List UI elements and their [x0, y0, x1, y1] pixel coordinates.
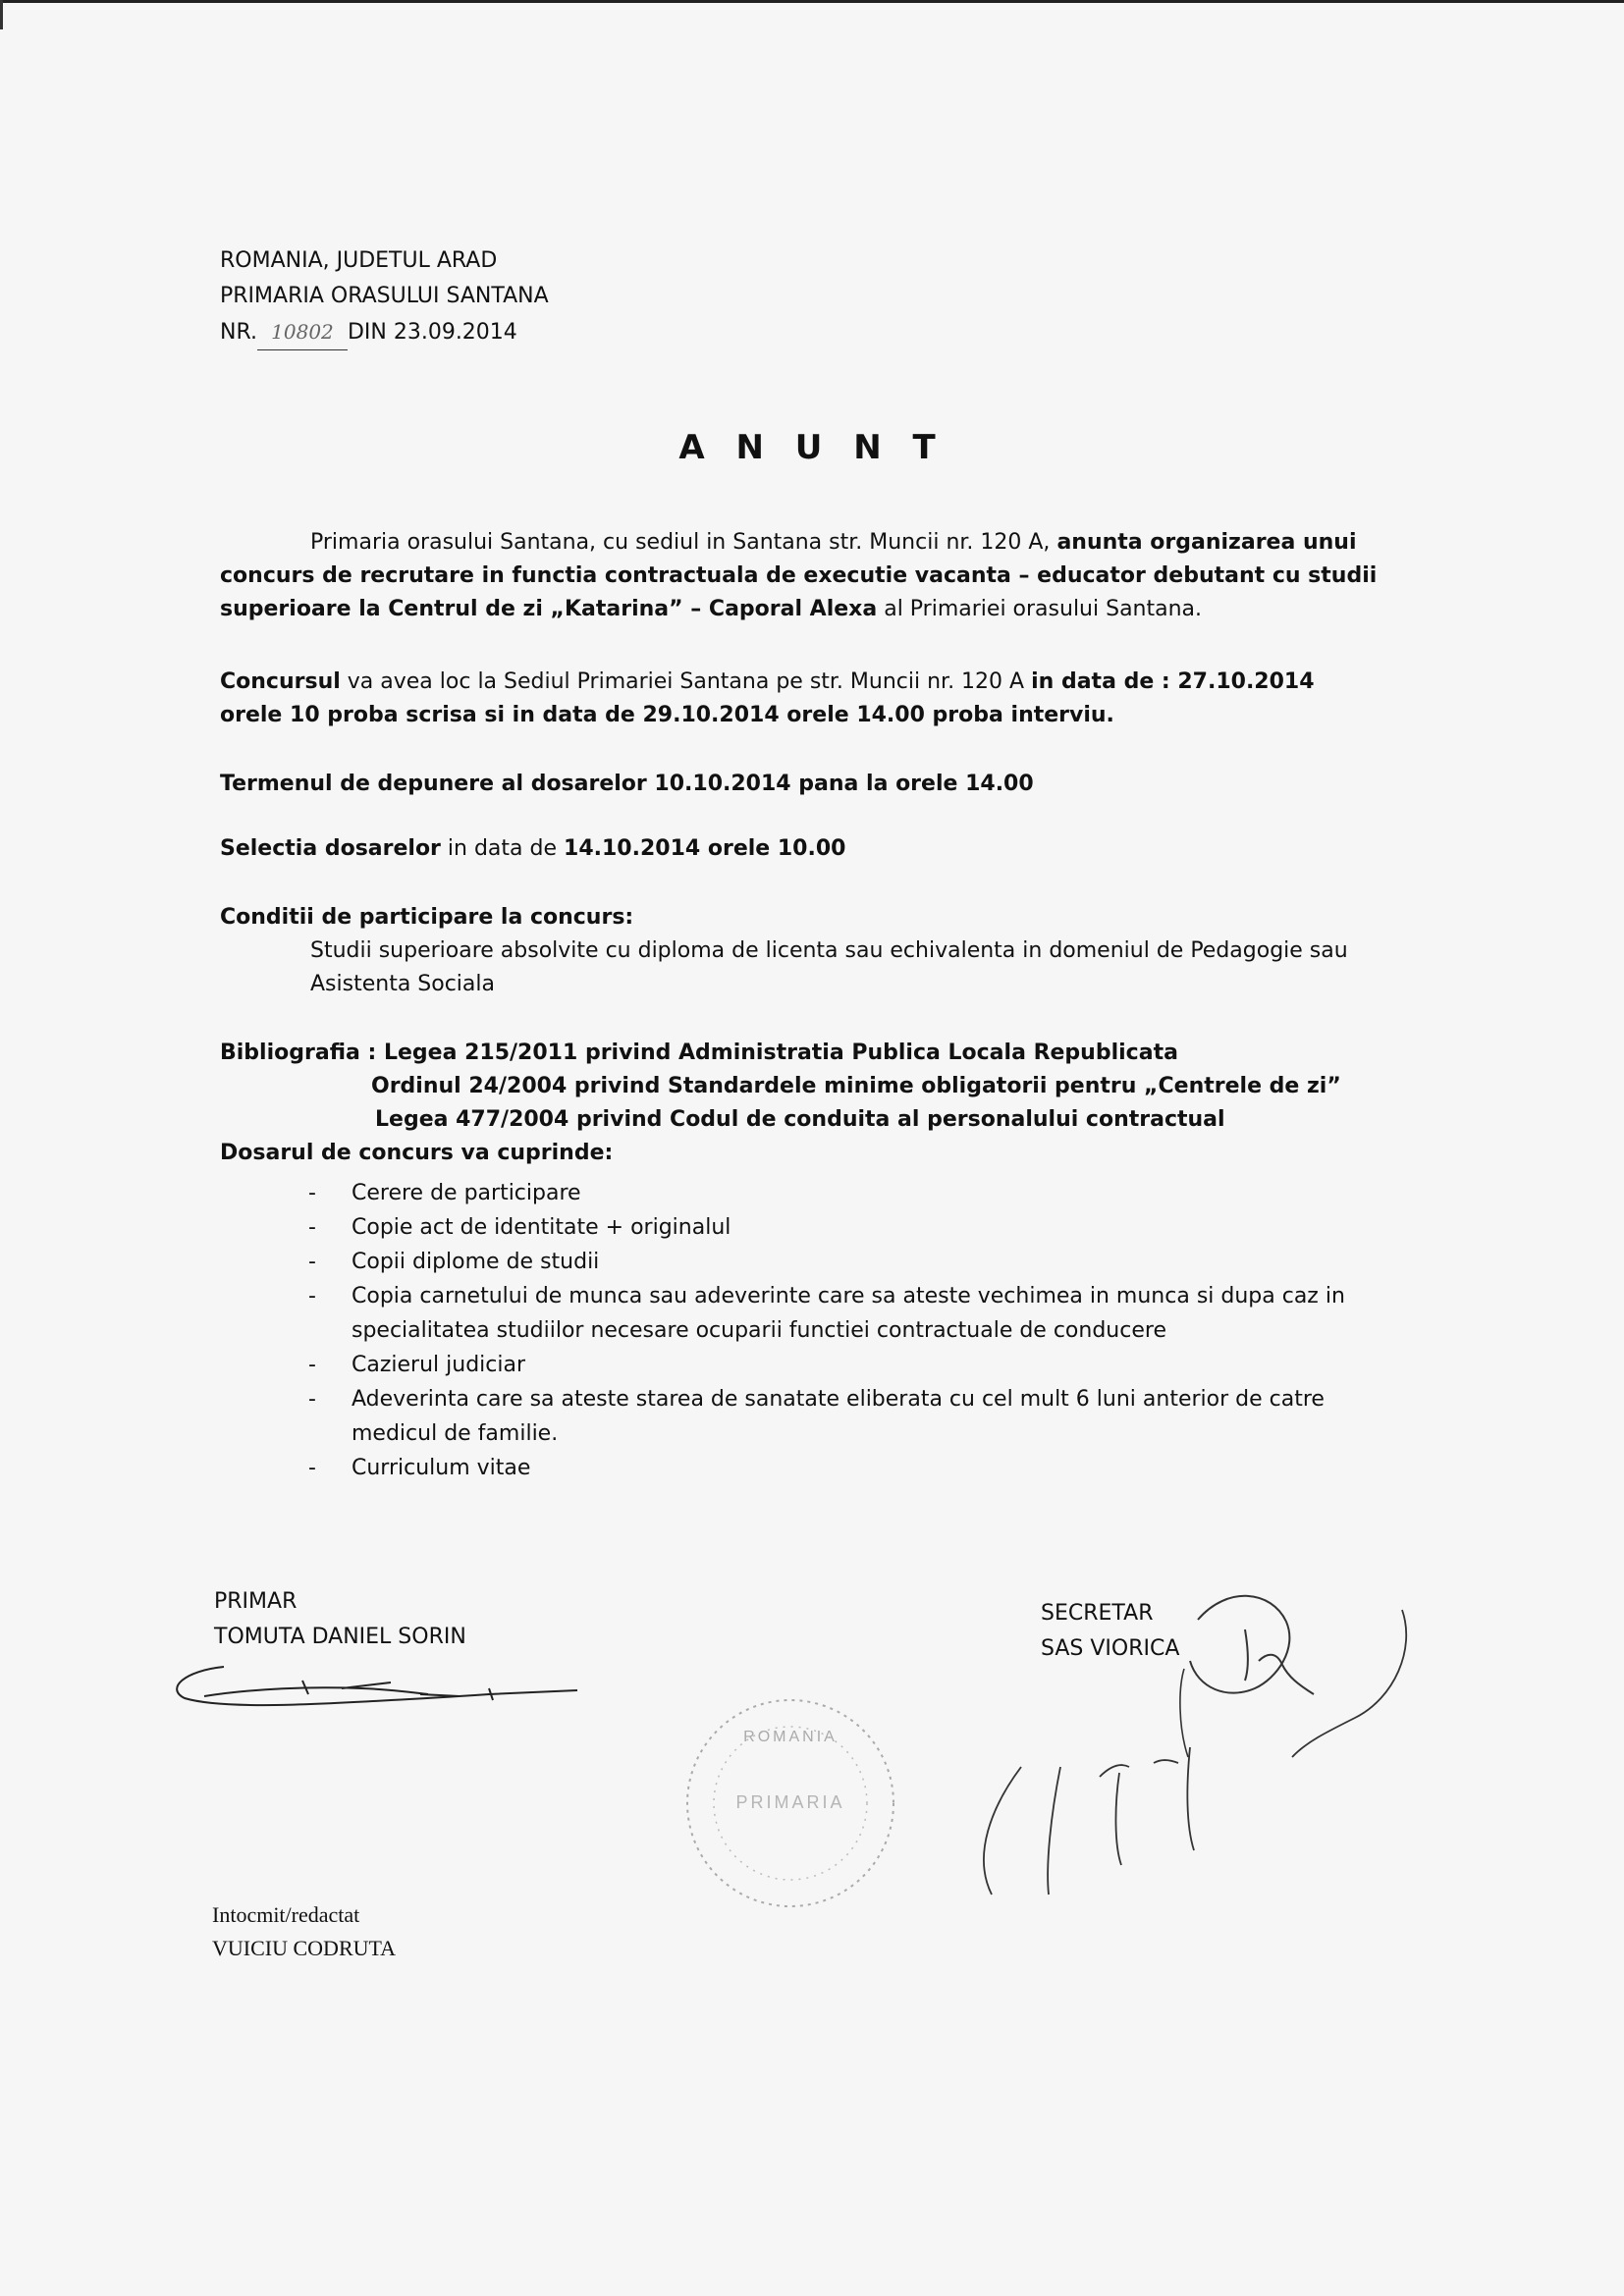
bibliografia-item: Legea 477/2004 privind Codul de conduita al personalului contractual	[375, 1107, 1225, 1132]
intro-paragraph	[220, 526, 1379, 626]
dosar-list	[300, 1176, 1390, 1485]
selectia-bold2: 14.10.2014 orele 10.00	[564, 836, 846, 861]
mayor-role: PRIMAR	[214, 1589, 298, 1614]
intro-part1: Primaria orasului Santana, cu sediul in Santana str. Muncii nr. 120 A,	[310, 530, 1051, 555]
nr-date: DIN 23.09.2014	[347, 320, 517, 345]
intro-bold: anunta organizarea unui concurs de recrutare in functia contractuala de executie vacanta – educator debutant cu studii superioare la Centrul de zi „Katarina” – Caporal Alexa	[220, 530, 1378, 621]
header-registration	[220, 314, 549, 350]
list-item: - Copia carnetului de munca sau adeverinte care sa ateste vechimea in munca si dupa caz in specialitatea studiilor necesare ocuparii functiei contractuale de conducere	[300, 1279, 1390, 1348]
conditii-section	[220, 901, 1379, 1001]
list-item: - Copii diplome de studii	[300, 1245, 1390, 1279]
prepared-by-name: VUICIU CODRUTA	[212, 1936, 397, 1960]
header-institution: PRIMARIA ORASULUI SANTANA	[220, 284, 549, 308]
concurs-paragraph	[220, 666, 1379, 732]
concurs-bold2: in data de : 27.10.2014 orele 10 proba scrisa si in data de 29.10.2014 orele 14.00 proba interviu.	[220, 669, 1315, 727]
conditii-text: Studii superioare absolvite cu diploma de licenta sau echivalenta in domeniul de Pedagogie sau Asistenta Sociala	[310, 938, 1348, 996]
intro-part2: al Primariei orasului Santana.	[884, 597, 1203, 621]
list-item: - Cazierul judiciar	[300, 1348, 1390, 1382]
bibliografia-item: Ordinul 24/2004 privind Standardele minime obligatorii pentru „Centrele de zi”	[371, 1074, 1341, 1098]
bibliografia-line1	[220, 1037, 1379, 1070]
concurs-text1: va avea loc la Sediul Primariei Santana pe str. Muncii nr. 120 A	[347, 669, 1025, 694]
page-title: A N U N T	[678, 428, 946, 467]
left-scan-edge	[0, 0, 3, 29]
official-stamp	[677, 1690, 903, 1916]
mayor-signature	[165, 1659, 597, 1718]
list-item: - Curriculum vitae	[300, 1451, 1390, 1485]
selectia-bold1: Selectia dosarelor	[220, 836, 441, 861]
document-header	[220, 243, 549, 350]
list-item: - Copie act de identitate + originalul	[300, 1210, 1390, 1245]
nr-prefix: NR.	[220, 320, 257, 345]
bibliografia-section	[220, 1037, 1379, 1170]
prepared-by	[212, 1898, 396, 1965]
bibliografia-label: Bibliografia :	[220, 1041, 377, 1065]
list-item: - Cerere de participare	[300, 1176, 1390, 1210]
bibliografia-item: Legea 215/2011 privind Administratia Publica Locala Republicata	[383, 1041, 1178, 1065]
nr-handwritten: 10802	[257, 314, 348, 350]
secretary-role: SECRETAR	[1041, 1601, 1154, 1626]
list-item: - Adeverinta care sa ateste starea de sanatate eliberata cu cel mult 6 luni anterior de catre medicul de familie.	[300, 1382, 1390, 1451]
conditii-heading: Conditii de participare la concurs:	[220, 905, 634, 930]
stamp-institution: PRIMARIA	[735, 1792, 845, 1812]
prepared-by-label: Intocmit/redactat	[212, 1902, 360, 1927]
header-county: ROMANIA, JUDETUL ARAD	[220, 248, 498, 273]
secretary-signature	[933, 1571, 1424, 1924]
mayor-name: TOMUTA DANIEL SORIN	[214, 1625, 466, 1649]
stamp-country: ROMANIA	[743, 1729, 838, 1745]
termen-paragraph: Termenul de depunere al dosarelor 10.10.2014 pana la orele 14.00	[220, 772, 1034, 796]
mayor-signature-block	[214, 1584, 466, 1655]
top-scan-edge	[0, 0, 1624, 3]
secretary-name: SAS VIORICA	[1041, 1636, 1180, 1661]
selectia-paragraph	[220, 832, 1379, 866]
dosar-heading: Dosarul de concurs va cuprinde:	[220, 1141, 614, 1165]
selectia-text: in data de	[447, 836, 558, 861]
concurs-bold1: Concursul	[220, 669, 341, 694]
